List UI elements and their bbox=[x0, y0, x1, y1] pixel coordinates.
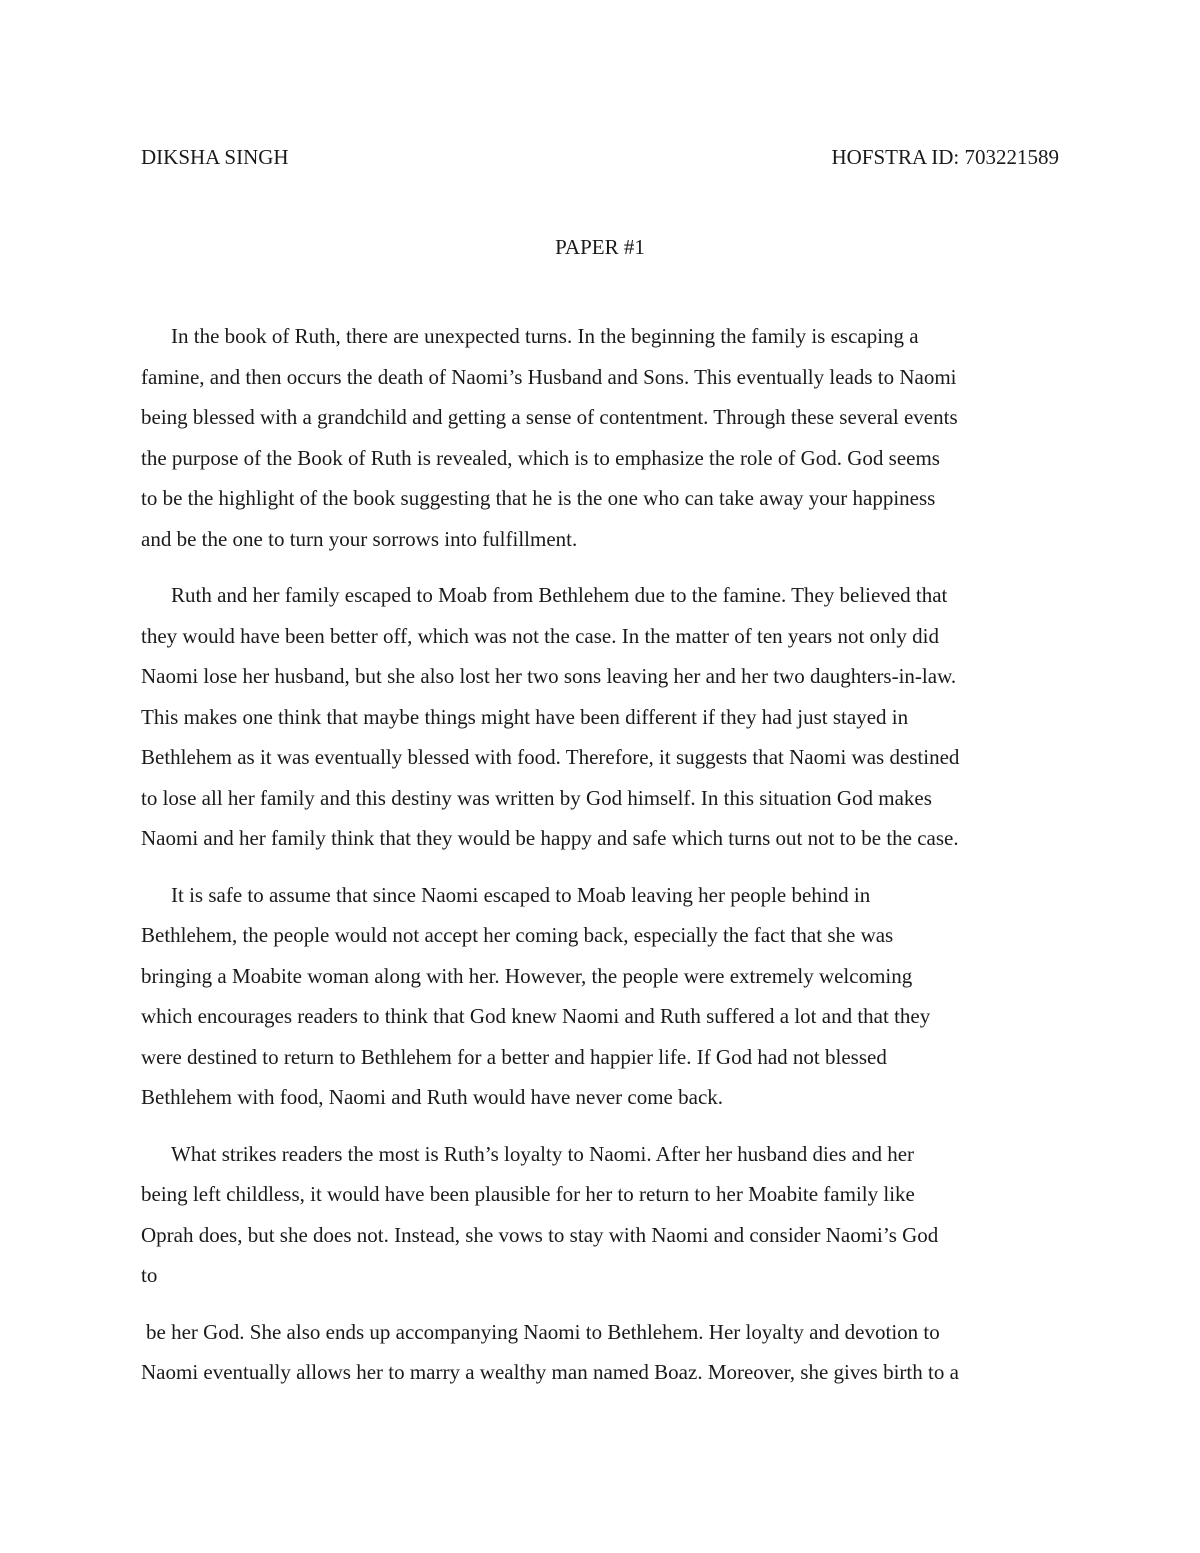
paragraph-line: Bethlehem, the people would not accept her coming back, especially the fact that she was bbox=[141, 923, 894, 947]
paragraph-line: Bethlehem as it was eventually blessed with food. Therefore, it suggests that Naomi was destined bbox=[141, 745, 960, 769]
paragraph-line: were destined to return to Bethlehem for a better and happier life. If God had not blessed bbox=[141, 1044, 887, 1069]
paragraph-line: they would have been better off, which was not the case. In the matter of ten years not only did bbox=[141, 623, 939, 648]
paragraph-1 bbox=[141, 316, 1066, 559]
paragraph-3 bbox=[141, 875, 1066, 1118]
paragraph-line: This makes one think that maybe things might have been different if they had just stayed in bbox=[141, 704, 909, 729]
paragraph-line: to lose all her family and this destiny was written by God himself. In this situation God makes bbox=[141, 785, 932, 810]
paragraph-line: bringing a Moabite woman along with her. However, the people were extremely welcoming bbox=[141, 963, 913, 988]
paragraph-5 bbox=[141, 1312, 1066, 1393]
paragraph-line: to be the highlight of the book suggesting that he is the one who can take away your happiness bbox=[141, 486, 936, 510]
paragraph-line: In the book of Ruth, there are unexpected turns. In the beginning the family is escaping a bbox=[171, 324, 919, 348]
paragraph-line: be her God. She also ends up accompanying Naomi to Bethlehem. Her loyalty and devotion to bbox=[146, 1319, 940, 1344]
paragraph-line: and be the one to turn your sorrows into fulfillment. bbox=[141, 526, 578, 551]
paragraph-line: to bbox=[141, 1263, 158, 1287]
paragraph-line: being blessed with a grandchild and getting a sense of contentment. Through these several events bbox=[141, 405, 958, 429]
author-name: DIKSHA SINGH bbox=[141, 145, 289, 169]
paragraph-line: which encourages readers to think that God knew Naomi and Ruth suffered a lot and that they bbox=[141, 1004, 931, 1028]
paragraph-line: It is safe to assume that since Naomi escaped to Moab leaving her people behind in bbox=[171, 882, 871, 907]
paper-body bbox=[141, 316, 1066, 1409]
paragraph-line: Naomi eventually allows her to marry a wealthy man named Boaz. Moreover, she gives birth to a bbox=[141, 1360, 959, 1384]
paragraph-line: the purpose of the Book of Ruth is revealed, which is to emphasize the role of God. God seems bbox=[141, 445, 940, 470]
paragraph-line: Naomi lose her husband, but she also lost her two sons leaving her and her two daughters-in-law. bbox=[141, 664, 957, 688]
paragraph-2 bbox=[141, 575, 1066, 859]
paragraph-line: being left childless, it would have been plausible for her to return to her Moabite family like bbox=[141, 1182, 915, 1206]
paragraph-line: Ruth and her family escaped to Moab from Bethlehem due to the famine. They believed that bbox=[171, 583, 948, 607]
paragraph-line: famine, and then occurs the death of Naomi’s Husband and Sons. This eventually leads to Naomi bbox=[141, 364, 957, 389]
paper-title: PAPER #1 bbox=[555, 235, 645, 259]
paragraph-line: What strikes readers the most is Ruth’s loyalty to Naomi. After her husband dies and her bbox=[171, 1141, 915, 1166]
paragraph-line: Bethlehem with food, Naomi and Ruth would have never come back. bbox=[141, 1085, 724, 1109]
student-id: HOFSTRA ID: 703221589 bbox=[831, 145, 1059, 169]
paragraph-line: Oprah does, but she does not. Instead, she vows to stay with Naomi and consider Naomi’s God bbox=[141, 1222, 939, 1247]
paragraph-4 bbox=[141, 1134, 1066, 1296]
header-row bbox=[141, 143, 1059, 171]
paragraph-line: Naomi and her family think that they would be happy and safe which turns out not to be the case. bbox=[141, 826, 959, 850]
